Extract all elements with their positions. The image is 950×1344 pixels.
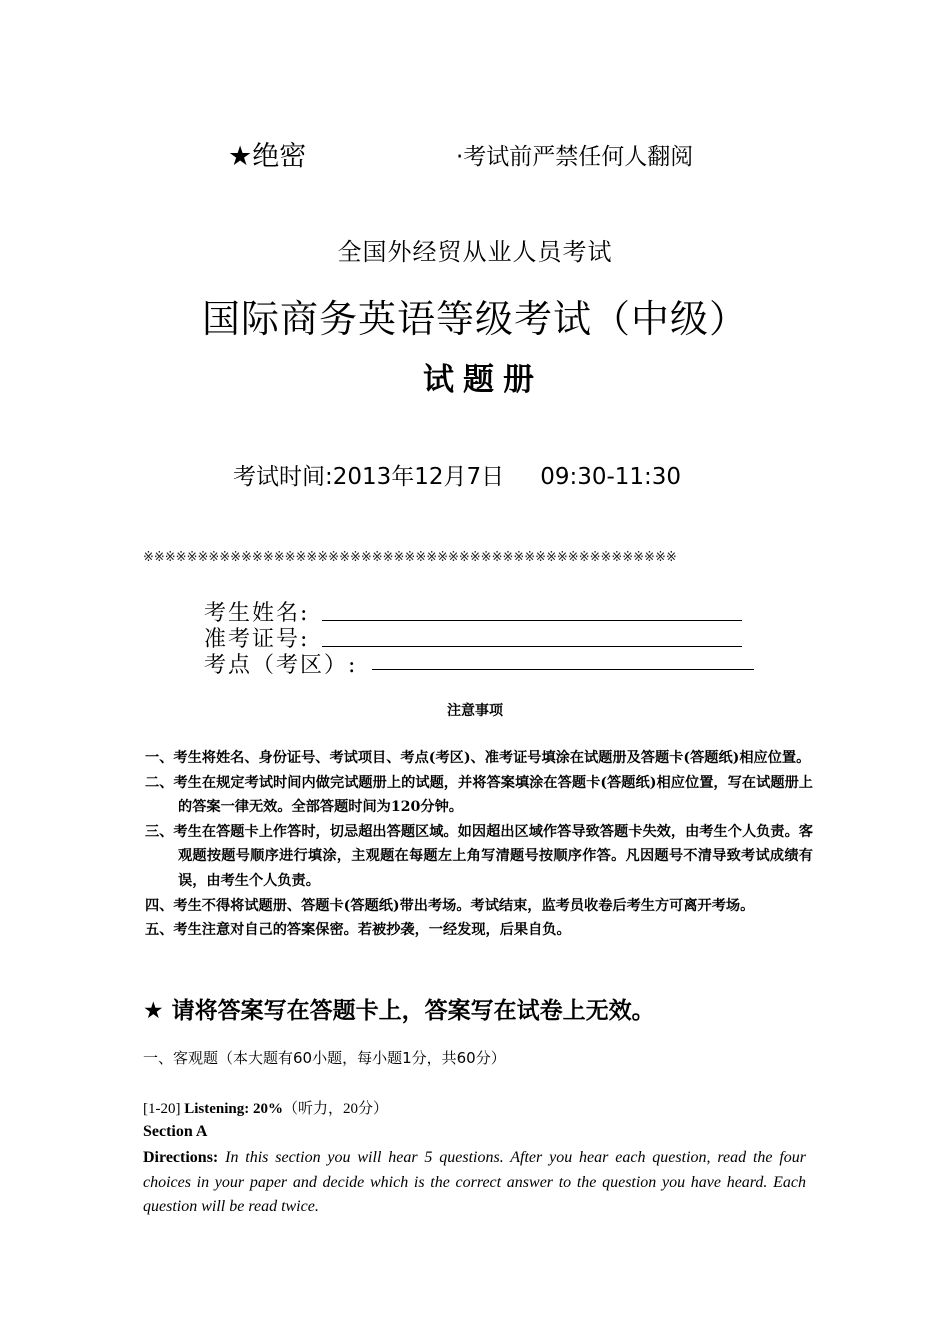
candidate-name-field[interactable] — [322, 620, 742, 621]
listening-range: [1-20] — [143, 1101, 181, 1117]
admission-number-label: 准考证号: — [204, 627, 310, 652]
directions-label: Directions: — [143, 1149, 219, 1166]
section-a-heading: Section A — [143, 1123, 208, 1140]
listening-note: （听力，20分） — [283, 1101, 389, 1117]
exam-hours: 09:30-11:30 — [540, 464, 682, 490]
directions-paragraph — [143, 1146, 806, 1220]
notes-heading: 注意事项 — [447, 703, 503, 719]
exam-time — [233, 458, 681, 491]
note-item: 五、考生注意对自己的答案保密。若被抄袭，一经发现，后果自负。 — [145, 922, 571, 939]
listening-title: Listening: 20% — [184, 1101, 284, 1117]
candidate-name-label: 考生姓名: — [204, 601, 310, 626]
admission-number-field[interactable] — [322, 646, 742, 647]
confidential-label: ★绝密 — [228, 141, 307, 172]
directions-text: In this section you will hear 5 questions. After you hear each question, read the four choices in your paper and decide which is the correct answer to the question you have heard. Each question will be read twice. — [143, 1149, 807, 1215]
exam-date: 考试时间:2013年12月7日 — [233, 464, 505, 490]
notes-list — [145, 746, 813, 943]
answer-warning: ★ 请将答案写在答题卡上，答案写在试卷上无效。 — [143, 998, 655, 1024]
exam-title: 国际商务英语等级考试（中级） — [201, 297, 748, 341]
section-one-heading: 一、客观题（本大题有60小题，每小题1分，共60分） — [143, 1049, 506, 1067]
note-item: 三、考生在答题卡上作答时，切忌超出答题区域。如因超出区域作答导致答题卡失效，由考生个人负责。客观题按题号顺序进行填涂，主观题在每题左上角写清题号按顺序作答。凡因题号不清导致考试成绩有误，由考生个人负责。 — [145, 823, 813, 889]
exam-site-field[interactable] — [372, 669, 754, 670]
note-item: 一、考生将姓名、身份证号、考试项目、考点(考区)、准考证号填涂在试题册及答题卡(答题纸)相应位置。 — [145, 750, 811, 766]
exam-site-label: 考点（考区）: — [204, 653, 358, 678]
note-item: 四、考生不得将试题册、答题卡(答题纸)带出考场。考试结束，监考员收卷后考生方可离开考场。 — [145, 897, 755, 914]
note-item: 二、考生在规定考试时间内做完试题册上的试题，并将答案填涂在答题卡(答题纸)相应位置，写在试题册上的答案一律无效。全部答题时间为120分钟。 — [145, 774, 813, 816]
divider-line: ※※※※※※※※※※※※※※※※※※※※※※※※※※※※※※※※※※※※※※※※※※※※※※※※※ — [143, 550, 677, 565]
listening-heading — [143, 1097, 388, 1118]
organizer-title: 全国外经贸从业人员考试 — [337, 238, 613, 266]
no-preview-notice: ·考试前严禁任何人翻阅 — [456, 144, 694, 170]
booklet-title: 试题册 — [423, 362, 543, 398]
